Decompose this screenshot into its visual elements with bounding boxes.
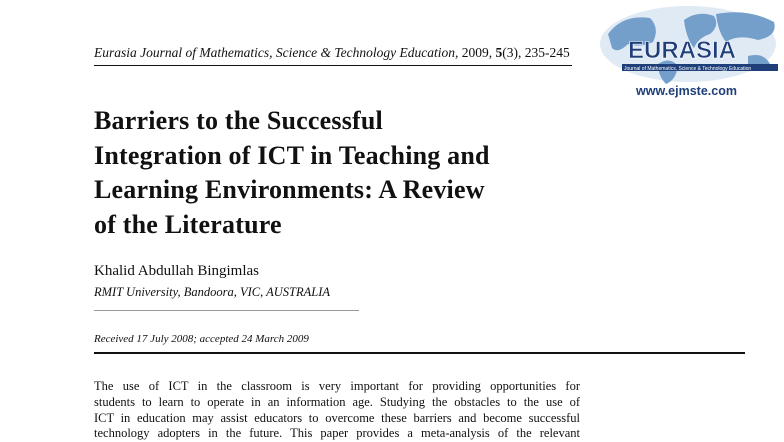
title-line: Learning Environments: A Review bbox=[94, 175, 485, 204]
journal-year: 2009, bbox=[458, 45, 496, 60]
divider bbox=[94, 310, 359, 311]
abstract-line: ICT in education may assist educators to overcome these barriers and become successful bbox=[94, 410, 580, 425]
journal-issue-pages: (3), 235-245 bbox=[502, 45, 570, 60]
logo-subtitle: Journal of Mathematics, Science & Technology Education bbox=[624, 66, 752, 72]
abstract-line: The use of ICT in the classroom is very important for providing opportunities for bbox=[94, 379, 580, 393]
journal-volume: 5 bbox=[495, 45, 503, 60]
author-name: Khalid Abdullah Bingimlas bbox=[94, 263, 259, 279]
received-dates: Received 17 July 2008; accepted 24 March 2009 bbox=[94, 333, 309, 345]
abstract-line: technology adopters in the future. This paper provides a meta-analysis of the relevant bbox=[94, 426, 580, 441]
journal-name: Eurasia Journal of Mathematics, Science & Technology Education, bbox=[94, 45, 459, 60]
header-rule bbox=[94, 65, 572, 66]
logo-name: EURASIA bbox=[628, 37, 737, 64]
journal-citation bbox=[94, 45, 570, 61]
title-line: Barriers to the Successful bbox=[94, 106, 383, 135]
author-affiliation: RMIT University, Bandoora, VIC, AUSTRALIA bbox=[94, 285, 330, 299]
title-line: Integration of ICT in Teaching and bbox=[94, 140, 490, 170]
logo-url: www.ejmste.com bbox=[636, 84, 737, 98]
abstract bbox=[94, 379, 580, 442]
paper-title bbox=[94, 104, 614, 242]
title-line: of the Literature bbox=[94, 209, 282, 239]
abstract-rule bbox=[94, 352, 745, 354]
abstract-line: students to learn to operate in an information age. Studying the obstacles to the use of bbox=[94, 394, 580, 409]
